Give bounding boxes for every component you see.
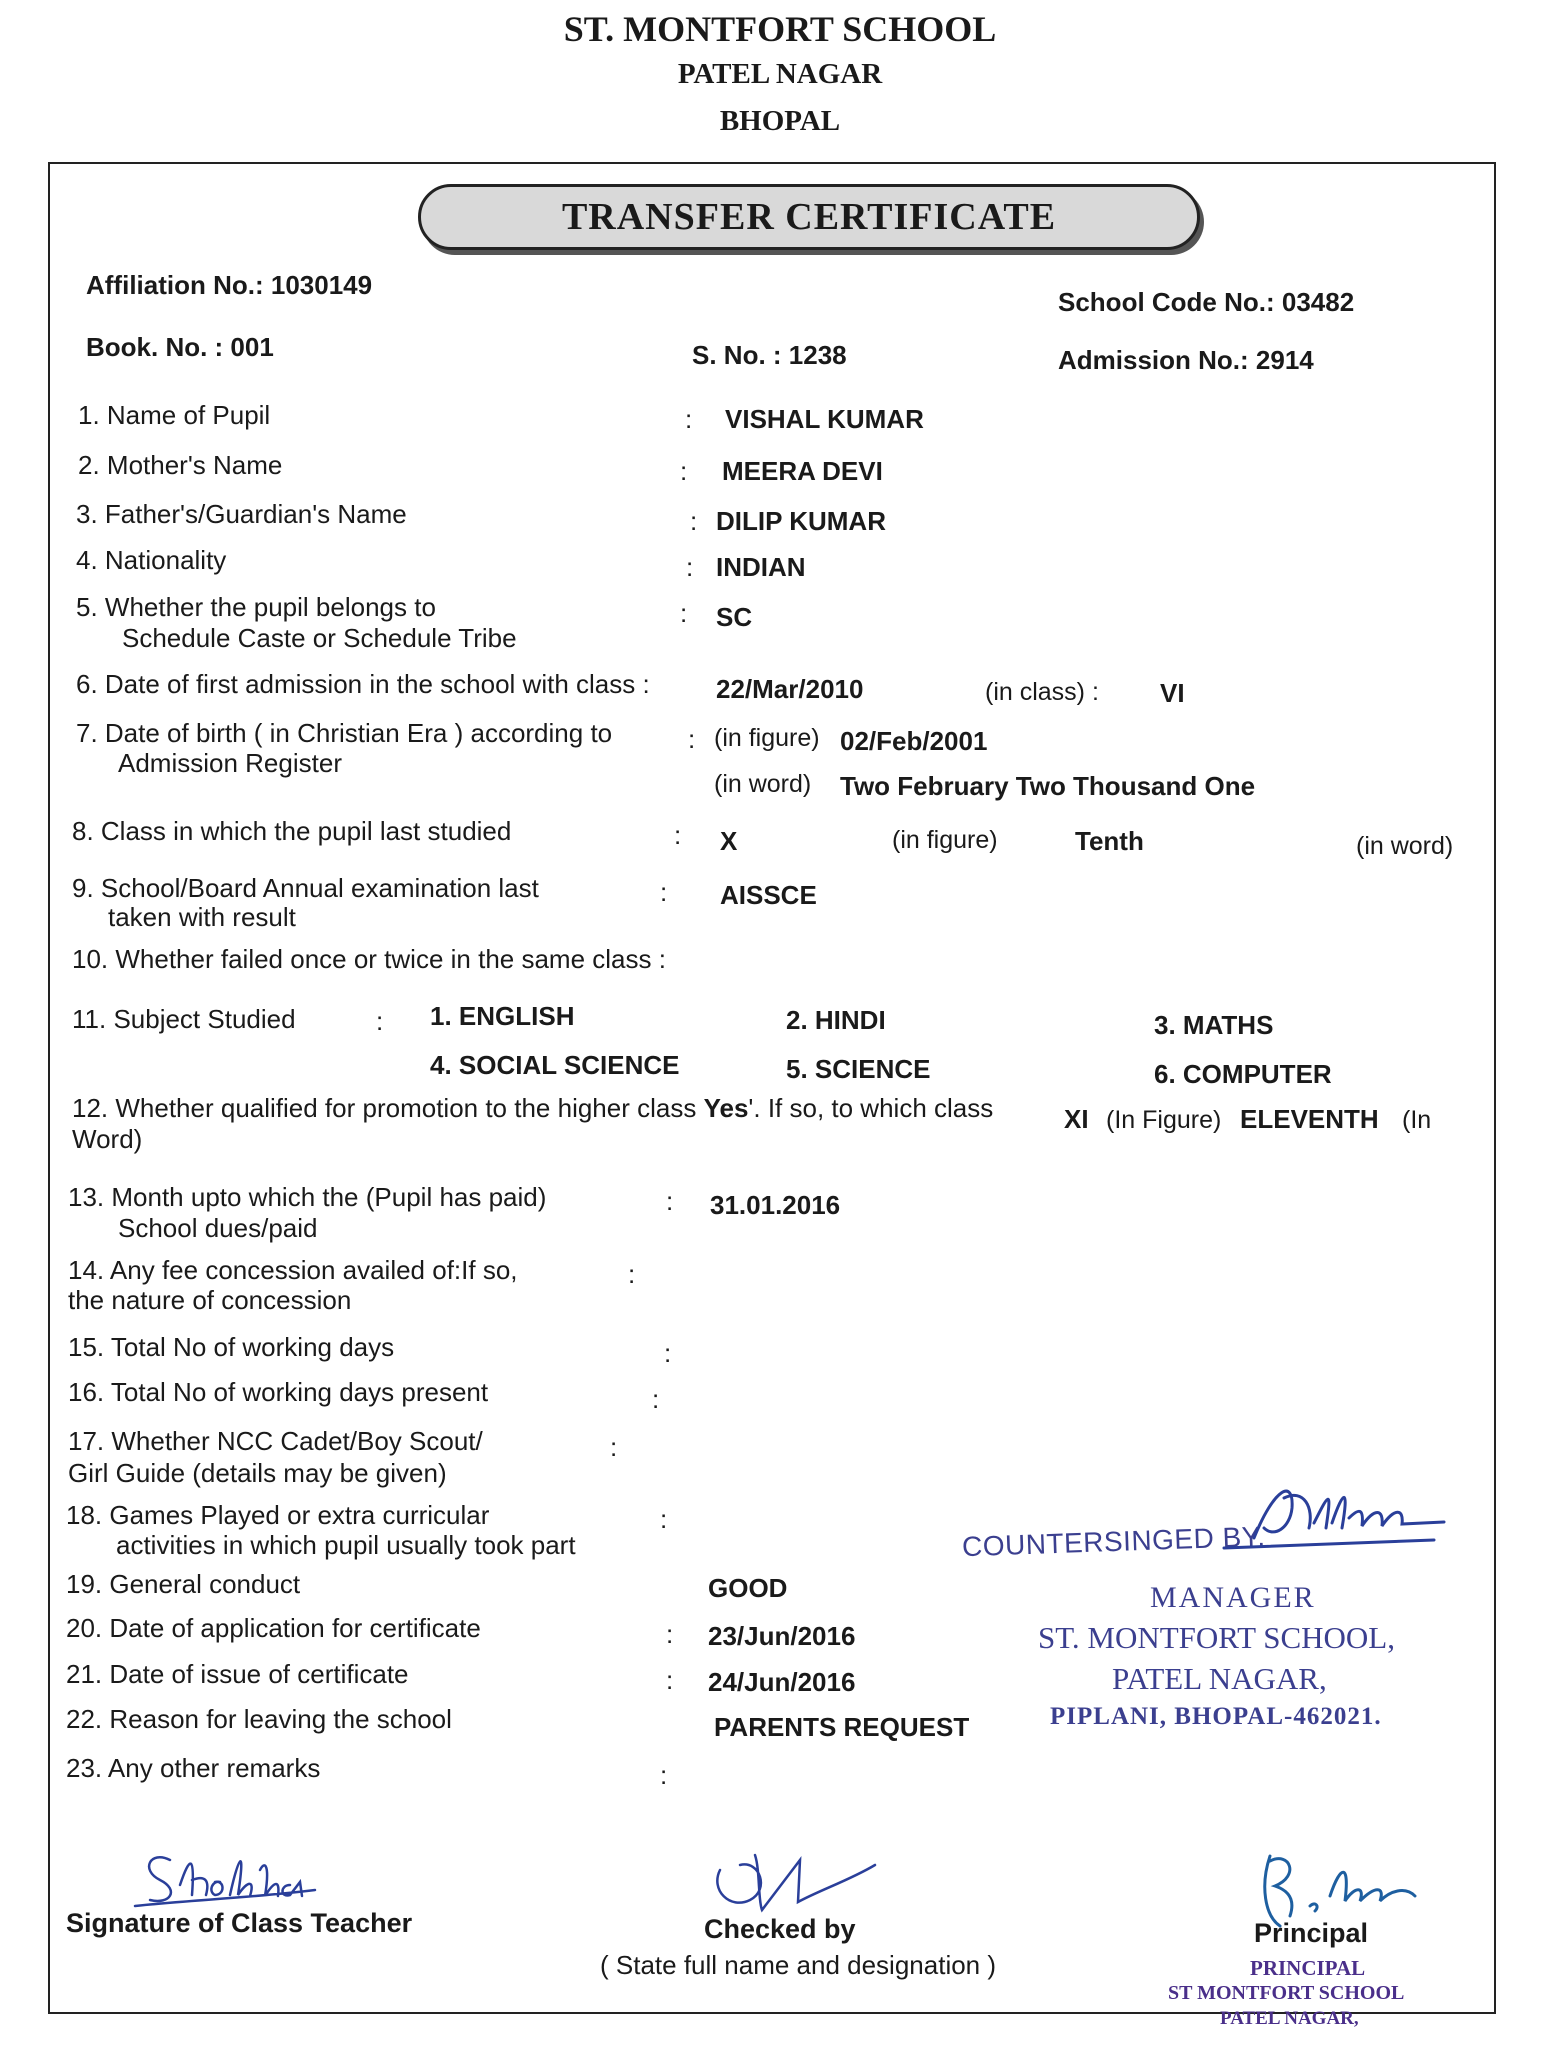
field-2-label: 2. Mother's Name [78,450,283,480]
admission-class: VI [1160,678,1185,708]
field-18-label-1: 18. Games Played or extra curricular [66,1500,490,1530]
field-17-label-2: Girl Guide (details may be given) [68,1458,447,1488]
school-code: School Code No.: 03482 [1058,287,1355,317]
checked-by-label: Checked by [704,1914,856,1944]
field-1-label: 1. Name of Pupil [78,400,271,430]
field-3-label: 3. Father's/Guardian's Name [76,499,407,529]
caste-category: SC [716,602,753,632]
subject-6: 6. COMPUTER [1154,1059,1332,1089]
dob-figure-label: (in figure) [714,724,820,752]
colon: : [690,506,698,536]
field-10-label: 10. Whether failed once or twice in the same class : [72,944,666,974]
serial-no: S. No. : 1238 [692,340,847,370]
general-conduct: GOOD [708,1573,788,1603]
pupil-name: VISHAL KUMAR [725,404,924,434]
dob-word-label: (in word) [714,770,812,798]
colon: : [686,552,694,582]
in-word-label: (In [1402,1106,1432,1134]
subject-5: 5. SCIENCE [786,1054,931,1084]
colon: : [674,820,682,850]
book-no: Book. No. : 001 [86,332,274,362]
manager-address: PIPLANI, BHOPAL-462021. [1050,1703,1382,1730]
colon: : [610,1432,618,1462]
last-class-word: Tenth [1075,826,1144,856]
field-11-label: 11. Subject Studied [72,1004,296,1034]
checker-signature [700,1840,880,1920]
field-12-label-cont: '. If so, to which class [748,1093,994,1123]
colon: : [666,1186,674,1216]
field-14-label-2: the nature of concession [68,1285,352,1315]
field-12-label: 12. Whether qualified for promotion to the higher class [72,1093,697,1123]
principal-label: Principal [1254,1918,1369,1948]
promotion-class: XI [1064,1104,1089,1134]
colon: : [376,1006,384,1036]
colon: : [688,724,696,754]
field-13-label-2: School dues/paid [118,1213,318,1243]
dob-word: Two February Two Thousand One [840,771,1256,801]
colon: : [628,1259,636,1289]
subject-3: 3. MATHS [1154,1010,1274,1040]
field-19-label: 19. General conduct [66,1569,301,1599]
manager-signature [1214,1468,1454,1558]
colon: : [680,598,688,628]
manager-school: ST. MONTFORT SCHOOL, [1038,1620,1395,1655]
field-8-label: 8. Class in which the pupil last studied [72,816,512,846]
field-9-label-2: taken with result [108,902,296,932]
colon: : [666,1619,674,1649]
field-9-label-1: 9. School/Board Annual examination last [72,873,539,903]
colon: : [660,1504,668,1534]
field-5-label-2: Schedule Caste or Schedule Tribe [122,623,517,653]
field-17-label-1: 17. Whether NCC Cadet/Boy Scout/ [68,1426,483,1456]
subject-1: 1. ENGLISH [430,1001,575,1031]
field-12-line-1 [72,1093,993,1124]
field-7-label-1: 7. Date of birth ( in Christian Era ) according to [76,718,613,748]
affiliation-no: Affiliation No.: 1030149 [86,270,373,300]
field-4-label: 4. Nationality [76,545,227,575]
school-name: ST. MONTFORT SCHOOL [563,9,997,49]
manager-role: MANAGER [1150,1581,1316,1614]
field-7-label-2: Admission Register [118,748,342,778]
countersigned-label: COUNTERSINGED BY. [961,1520,1267,1563]
certificate-title: TRANSFER CERTIFICATE [418,184,1200,250]
colon: : [685,404,693,434]
colon: : [680,456,688,486]
field-20-label: 20. Date of application for certificate [66,1613,481,1643]
class-figure-label: (in figure) [892,826,998,854]
promotion-class-word: ELEVENTH [1240,1104,1379,1134]
nationality: INDIAN [716,552,806,582]
field-6-label: 6. Date of first admission in the school with class : [76,669,650,699]
field-16-label: 16. Total No of working days present [68,1377,489,1407]
field-14-label-1: 14. Any fee concession availed of:If so, [68,1255,518,1285]
admission-date: 22/Mar/2010 [716,674,864,704]
colon: : [666,1665,674,1695]
field-22-label: 22. Reason for leaving the school [66,1704,452,1734]
class-word-label: (in word) [1356,832,1454,860]
subject-4: 4. SOCIAL SCIENCE [430,1050,680,1080]
mother-name: MEERA DEVI [722,456,883,486]
issue-date: 24/Jun/2016 [708,1667,856,1697]
last-exam: AISSCE [720,880,817,910]
dues-paid-month: 31.01.2016 [710,1190,841,1220]
colon: : [660,877,668,907]
colon: : [652,1384,660,1414]
field-13-label-1: 13. Month upto which the (Pupil has paid) [68,1182,547,1212]
leaving-reason: PARENTS REQUEST [714,1712,970,1742]
manager-place: PATEL NAGAR, [1112,1661,1327,1696]
subject-2: 2. HINDI [786,1005,886,1035]
field-18-label-2: activities in which pupil usually took part [116,1530,576,1560]
application-date: 23/Jun/2016 [708,1621,856,1651]
field-21-label: 21. Date of issue of certificate [66,1659,409,1689]
checked-by-note: ( State full name and designation ) [600,1950,997,1980]
school-city: BHOPAL [719,105,841,137]
field-15-label: 15. Total No of working days [68,1332,395,1362]
field-12-line-2: Word) [72,1124,143,1154]
principal-stamp-role: PRINCIPAL [1250,1956,1366,1980]
colon: : [664,1338,672,1368]
class-teacher-label: Signature of Class Teacher [66,1908,413,1938]
dob-figure: 02/Feb/2001 [840,726,988,756]
admission-no: Admission No.: 2914 [1058,345,1314,375]
in-figure-label: (In Figure) [1106,1106,1222,1134]
promotion-answer: Yes [703,1093,749,1123]
field-23-label: 23. Any other remarks [66,1753,321,1783]
school-locality: PATEL NAGAR [677,58,883,90]
last-class: X [720,826,738,856]
colon: : [660,1760,668,1790]
class-teacher-signature [130,1840,320,1910]
principal-stamp-place: PATEL NAGAR, [1220,2008,1359,2029]
in-class-label: (in class) : [985,678,1099,706]
principal-stamp-school: ST MONTFORT SCHOOL [1168,1982,1405,2004]
field-5-label-1: 5. Whether the pupil belongs to [76,592,436,622]
father-name: DILIP KUMAR [716,506,886,536]
